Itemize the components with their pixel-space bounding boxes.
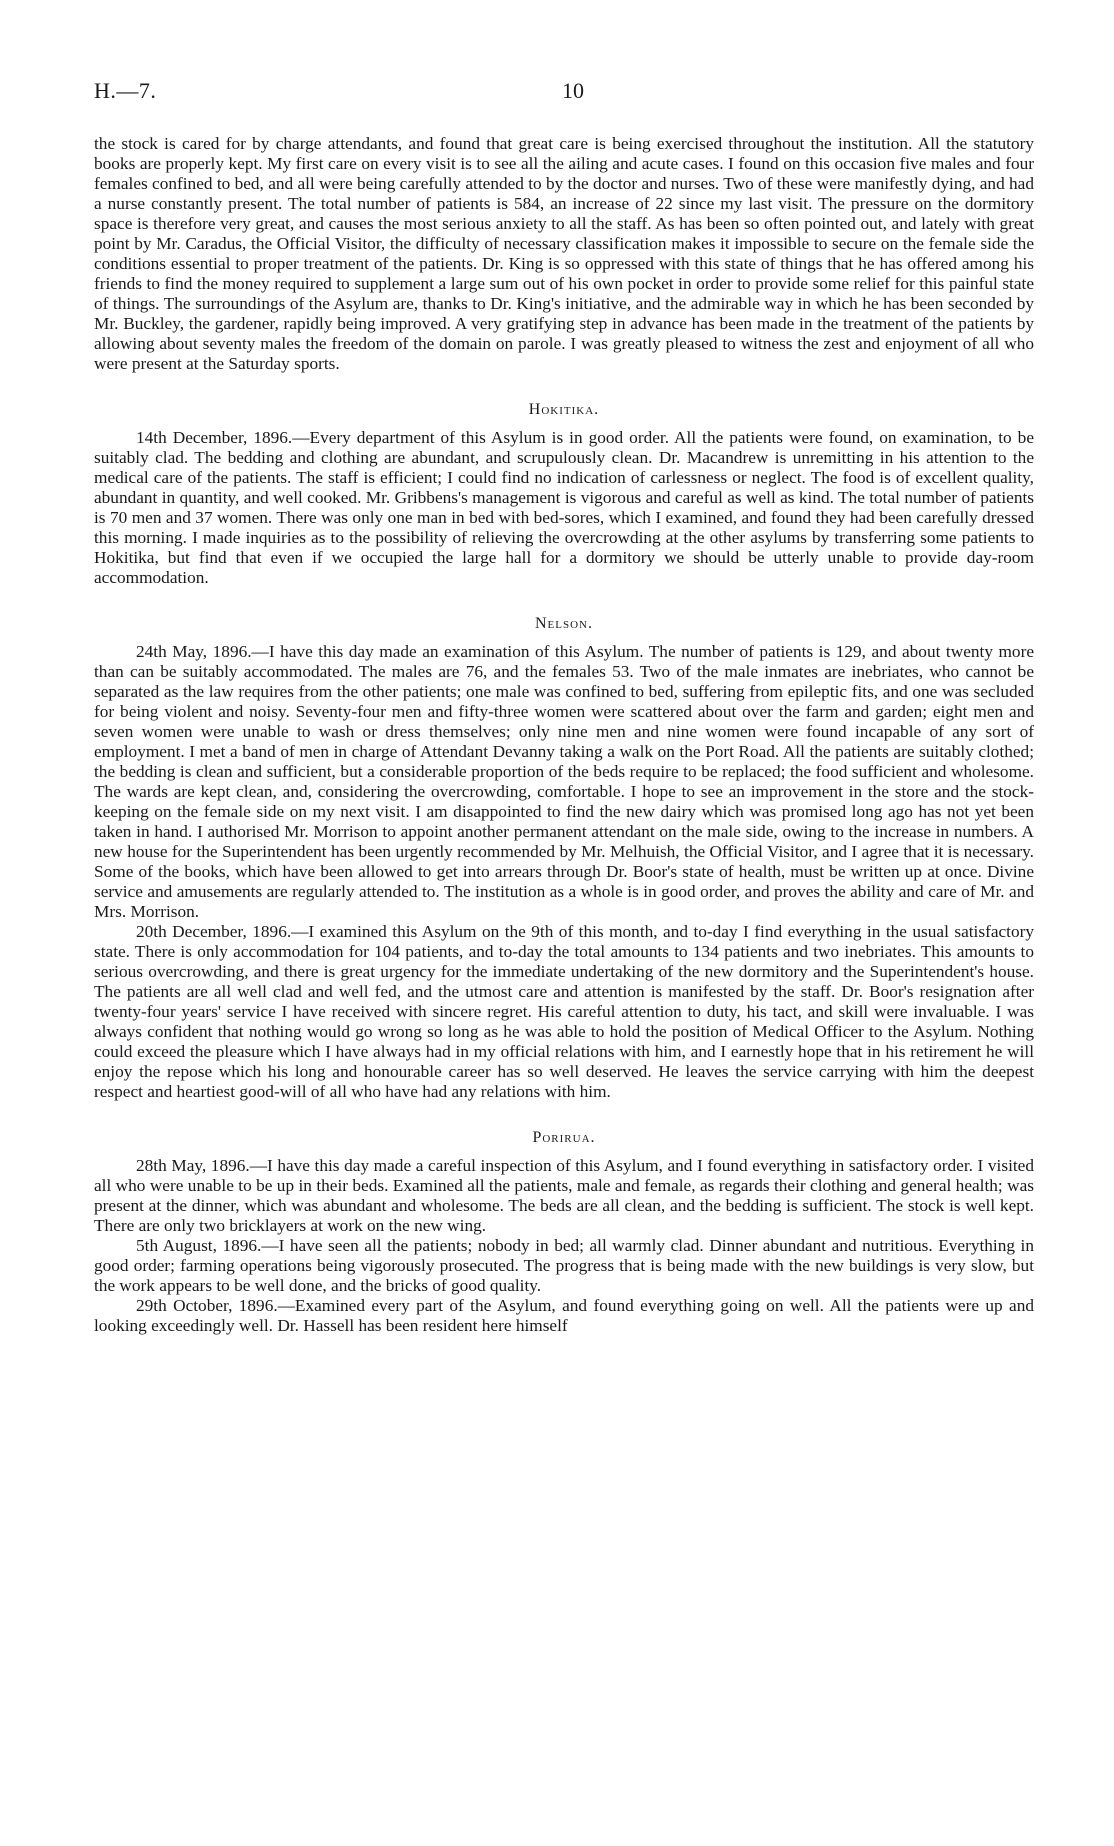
paragraph: 29th October, 1896.—Examined every part of the Asylum, and found everything going on well. All the patients were up and looking exceedingly well. Dr. Hassell has been resident here himself <box>94 1296 1034 1335</box>
section-heading-porirua: Porirua. <box>532 1129 596 1146</box>
section-heading-hokitika: Hokitika. <box>528 401 600 418</box>
paragraph: 20th December, 1896.—I examined this Asylum on the 9th of this month, and to-day I find everything in the usual satisfactory state. There is only accommodation for 104 patients, and to-day the total amounts to 134 patients and two inebriates. This amounts to serious overcrowding, and there is great urgency for the immediate undertaking of the new dormitory and the Superintendent's house. The patients are all well clad and well fed, and the utmost care and attention is manifested by the staff. Dr. Boor's resignation after twenty-four years' service I have received with sincere regret. His careful attention to duty, his tact, and skill were invaluable. I was always confident that nothing would go wrong so long as he was able to hold the position of Medical Officer to the Asylum. Nothing could exceed the pleasure which I have always had in my official relations with him, and I earnestly hope that in his retirement he will enjoy the repose which his long and honourable career has so well deserved. He leaves the service carrying with him the deepest respect and heartiest good-will of all who have had any relations with him. <box>94 922 1034 1101</box>
page-header <box>94 78 1034 108</box>
paragraph: 14th December, 1896.—Every department of this Asylum is in good order. All the patients were found, on examination, to be suitably clad. The bedding and clothing are abundant, and scrupulously clean. Dr. Macandrew is unremitting in his attention to the medical care of the patients. The staff is efficient; I could find no indication of carlessness or neglect. The food is of excellent quality, abundant in quantity, and well cooked. Mr. Gribbens's management is vigorous and careful as well as kind. The total number of patients is 70 men and 37 women. There was only one man in bed with bed-sores, which I examined, and found they had been carefully dressed this morning. I made inquiries as to the possibility of relieving the overcrowding at the other asylums by transferring some patients to Hokitika, but find that even if we occupied the large hall for a dormitory we should be utterly unable to provide day-room accommodation. <box>94 428 1034 587</box>
paragraph: 28th May, 1896.—I have this day made a careful inspection of this Asylum, and I found everything in satisfactory order. I visited all who were unable to be up in their beds. Examined all the patients, male and female, as regards their clothing and general health; was present at the dinner, which was abundant and wholesome. The beds are all clean, and the bedding is sufficient. The stock is well kept. There are only two bricklayers at work on the new wing. <box>94 1156 1034 1235</box>
paragraph: 24th May, 1896.—I have this day made an examination of this Asylum. The number of patients is 129, and about twenty more than can be suitably accommodated. The males are 76, and the females 53. Two of the male inmates are inebriates, who cannot be separated as the law requires from the other patients; one male was confined to bed, suffering from epileptic fits, and one was secluded for being violent and noisy. Seventy-four men and fifty-three women were scattered about over the farm and garden; eight men and seven women were unable to wash or dress themselves; only nine men and nine women were found incapable of any sort of employment. I met a band of men in charge of Attendant Devanny taking a walk on the Port Road. All the patients are suitably clothed; the bedding is clean and sufficient, but a considerable proportion of the beds require to be replaced; the food sufficient and wholesome. The wards are kept clean, and, considering the overcrowding, comfortable. I hope to see an improvement in the store and the stock-keeping on the female side on my next visit. I am disappointed to find the new dairy which was promised long ago has not yet been taken in hand. I authorised Mr. Morrison to appoint another permanent attendant on the male side, owing to the increase in numbers. A new house for the Superintendent has been urgently recommended by Mr. Melhuish, the Official Visitor, and I agree that it is necessary. Some of the books, which have been allowed to get into arrears through Dr. Boor's state of health, must be written up at once. Divine service and amusements are regularly attended to. The institution as a whole is in good order, and proves the ability and care of Mr. and Mrs. Morrison. <box>94 642 1034 921</box>
section-heading-nelson: Nelson. <box>535 615 593 632</box>
paragraph: 5th August, 1896.—I have seen all the patients; nobody in bed; all warmly clad. Dinner abundant and nutritious. Everything in good order; farming operations being vigorously prosecuted. The progress that is being made with the new buildings is very slow, but the work appears to be well done, and the bricks of good quality. <box>94 1236 1034 1295</box>
page-number: 10 <box>562 78 584 103</box>
intro-paragraph: the stock is cared for by charge attendants, and found that great care is being exercised throughout the institution. All the statutory books are properly kept. My first care on every visit is to see all the ailing and acute cases. I found on this occasion five males and four females confined to bed, and all were being carefully attended to by the doctor and nurses. Two of these were manifestly dying, and had a nurse constantly present. The total number of patients is 584, an increase of 22 since my last visit. The pressure on the dormitory space is therefore very great, and causes the most serious anxiety to all the staff. As has been so often pointed out, and lately with great point by Mr. Caradus, the Official Visitor, the difficulty of necessary classification makes it impossible to secure on the female side the conditions essential to proper treatment of the patients. Dr. King is so oppressed with this state of things that he has offered among his friends to find the money required to supplement a large sum out of his own pocket in order to provide some relief for this painful state of things. The surroundings of the Asylum are, thanks to Dr. King's initiative, and the admirable way in which he has been seconded by Mr. Buckley, the gardener, rapidly being improved. A very gratifying step in advance has been made in the treatment of the patients by allowing about seventy males the freedom of the domain on parole. I was greatly pleased to witness the zest and enjoyment of all who were present at the Saturday sports. <box>94 134 1034 373</box>
document-reference: H.—7. <box>94 78 157 103</box>
document-body <box>94 134 1034 1336</box>
